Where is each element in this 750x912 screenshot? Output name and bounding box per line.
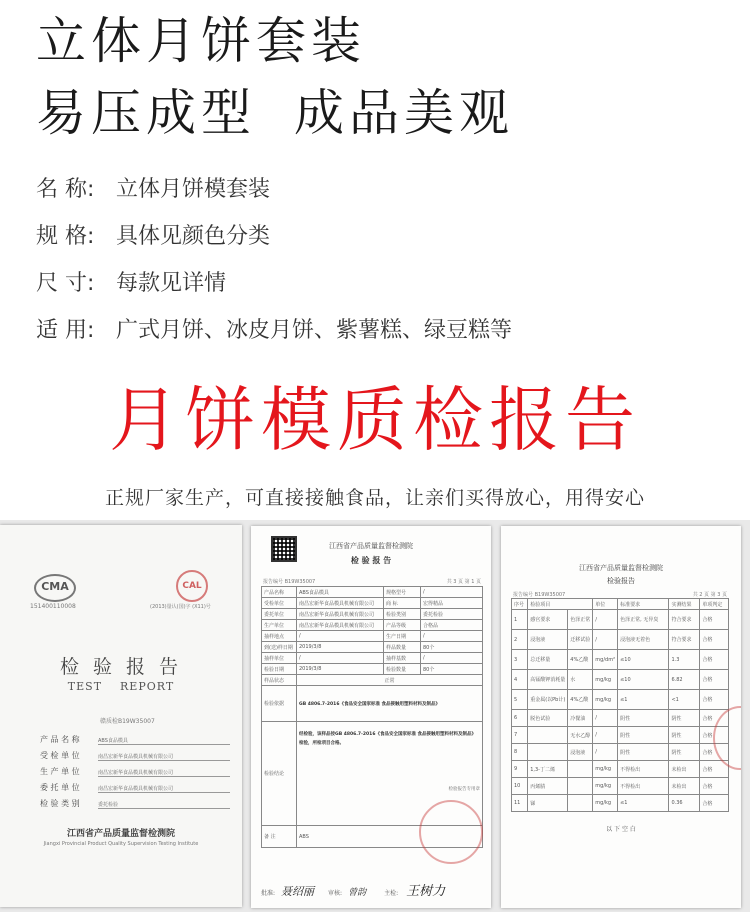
cover-field (40, 777, 230, 793)
table-row: 2 浸泡液 迁移试验 / 浸泡液无着色 符合要求 合格 (512, 630, 729, 650)
cover-field-value: 南昌宏新华食品模具机械有限公司 (98, 769, 230, 777)
table-row: 11 锑 mg/kg ≤1 0.36 合格 (512, 795, 729, 812)
cover-institute-cn: 江西省产品质量监督检测院 (66, 829, 175, 839)
table-row: 样品状态 正常 (262, 675, 483, 686)
page1-title: 检 验 报 告 (350, 556, 392, 565)
cover-field-label: 检 验 类 别 (40, 799, 80, 808)
report-page-1 (251, 526, 491, 908)
table-row: 10 丙烯腈 mg/kg 不得检出 未检出 合格 (512, 778, 729, 795)
headline-line2 (36, 84, 514, 142)
table-row: 生产单位 南昌宏新华食品模具机械有限公司 产品等级 合格品 (262, 620, 483, 631)
inspector-label: 主检: (384, 890, 399, 897)
conclusion-text: 经检验，该样品按GB 4806.7-2016《食品安全国家标准 食品接触用塑料材料及制品》检验，所检项目合格。 (299, 732, 477, 746)
spec-label: 适 用: (36, 318, 95, 343)
headline-line1: 立体月饼套装 (36, 12, 366, 70)
spec-value: 具体见颜色分类 (116, 224, 271, 249)
page1-institute: 江西省产品质量监督检测院 (329, 542, 413, 550)
cal-logo: CAL (176, 570, 208, 602)
table-row: 7 无水乙醇 / 阴性 阴性 合格 (512, 727, 729, 744)
spec-label: 尺 寸: (36, 271, 95, 296)
cal-note: (2013)量认(国)字 (X11)号 (150, 604, 211, 610)
cover-report-no: 赣质检B19W35007 (100, 718, 155, 725)
results-table (511, 598, 729, 812)
cover-field-value: 南昌宏新华食品模具机械有限公司 (98, 785, 230, 793)
reviewer-signature: 曾韵 (348, 888, 367, 898)
cover-field-value: ABS食品模具 (98, 737, 230, 745)
spec-label: 规 格: (36, 224, 95, 249)
cover-field (40, 729, 230, 745)
approver-signature: 聂绍丽 (281, 885, 315, 898)
page3-report-no: 报告编号 B19W35007 (513, 592, 566, 598)
table-row: 抽样地点 / 生产日期 / (262, 631, 483, 642)
table-row: 检验日期 2019/3/8 检验数量 80个 (262, 664, 483, 675)
table-row: 检验结论 经检验，该样品按GB 4806.7-2016《食品安全国家标准 食品接触用塑料材料及制品》检验，所检项目合格。 检验报告专用章 (262, 722, 483, 826)
cover-field-value: 南昌宏新华食品模具机械有限公司 (98, 753, 230, 761)
headline-line2-b: 成品美观 (294, 84, 514, 142)
spec-value: 广式月饼、冰皮月饼、紫薯糕、绿豆糕等 (116, 318, 513, 343)
table-row: 抽样单位 / 抽样基数 / (262, 653, 483, 664)
stamp-line: 检验报告专用章 (448, 787, 480, 792)
spec-name (36, 179, 270, 201)
table-row: 4 高锰酸钾消耗量 水 mg/kg ≤10 6.82 合格 (512, 670, 729, 690)
table-row: 8 浸泡液 / 阴性 阴性 合格 (512, 744, 729, 761)
cover-field (40, 761, 230, 777)
cover-field-value: 委托检验 (98, 801, 230, 809)
spec-value: 每款见详情 (116, 271, 227, 296)
table-row: 受检单位 南昌宏新华食品模具机械有限公司 商 标 宏得精品 (262, 598, 483, 609)
cover-institute-en: Jiangxi Provincial Product Quality Supervision Testing Institute (43, 841, 199, 847)
table-row: 检验依据 GB 4806.7-2016《食品安全国家标准 食品接触用塑料材料及制品》 (262, 686, 483, 722)
spec-value: 立体月饼模套装 (116, 177, 271, 202)
cover-field-label: 委 托 单 位 (40, 783, 80, 792)
cma-logo: CMA (34, 574, 76, 602)
report-cover-page (0, 525, 242, 907)
spec-usage (36, 320, 512, 342)
headline-line2-a: 易压成型 (36, 84, 256, 142)
page3-institute: 江西省产品质量监督检测院 (579, 564, 663, 572)
approver-label: 批准: (261, 890, 276, 897)
report-images-band (0, 520, 750, 912)
slogan: 正规厂家生产，可直接接触食品，让亲们买得放心，用得安心 (104, 487, 645, 509)
cover-field-label: 受 检 单 位 (40, 751, 80, 760)
cover-title-cn: 检 验 报 告 (59, 656, 183, 678)
signature-row (261, 880, 483, 899)
cover-fields (40, 729, 230, 809)
cover-field (40, 745, 230, 761)
table-row: 5 重金属(以Pb计) 4%乙酸 mg/kg ≤1 <1 合格 (512, 690, 729, 710)
cover-title-en: TEST REPORT (67, 680, 175, 693)
spec-dimension (36, 273, 226, 295)
spec-label: 名 称: (36, 177, 95, 202)
table-row: 3 总迁移量 4%乙酸 mg/dm² ≤10 1.3 合格 (512, 650, 729, 670)
table-row: 备 注 ABS (262, 826, 483, 848)
page3-footer: 以 下 空 白 (606, 826, 636, 833)
table-row: 委托单位 南昌宏新华食品模具机械有限公司 检验类别 委托检验 (262, 609, 483, 620)
table-row: 9 1,3-丁二烯 mg/kg 不得检出 未检出 合格 (512, 761, 729, 778)
inspection-stamp (419, 800, 483, 864)
cover-field-label: 产 品 名 称 (40, 735, 80, 744)
reviewer-label: 审核: (328, 890, 343, 897)
report-page-3 (501, 526, 741, 908)
page3-page: 共 2 页 第 3 页 (692, 592, 727, 598)
page1-report-no: 报告编号 B19W35007 (263, 579, 316, 585)
table-row: 6 脱色试验 冷餐油 / 阴性 阴性 合格 (512, 710, 729, 727)
report-title: 月饼模质检报告 (109, 379, 641, 461)
inspector-signature: 王树力 (406, 884, 446, 899)
page1-page: 共 3 页 第 1 页 (446, 579, 481, 585)
table-header-row: 序号 检验项目 单位 标准要求 实测结果 单项判定 (512, 599, 729, 610)
table-row: 产品名称 ABS食品模具 规格型号 / (262, 587, 483, 598)
cma-number: 151400110008 (30, 603, 76, 610)
cover-field (40, 793, 230, 809)
spec-size-spec (36, 226, 270, 248)
table-row: 到(送)样日期 2019/3/8 样品数量 80个 (262, 642, 483, 653)
page3-title: 检验报告 (607, 577, 635, 585)
table-row: 1 感官要求 色泽正常 / 色泽正常, 无异臭 符合要求 合格 (512, 610, 729, 630)
cover-field-label: 生 产 单 位 (40, 767, 80, 776)
